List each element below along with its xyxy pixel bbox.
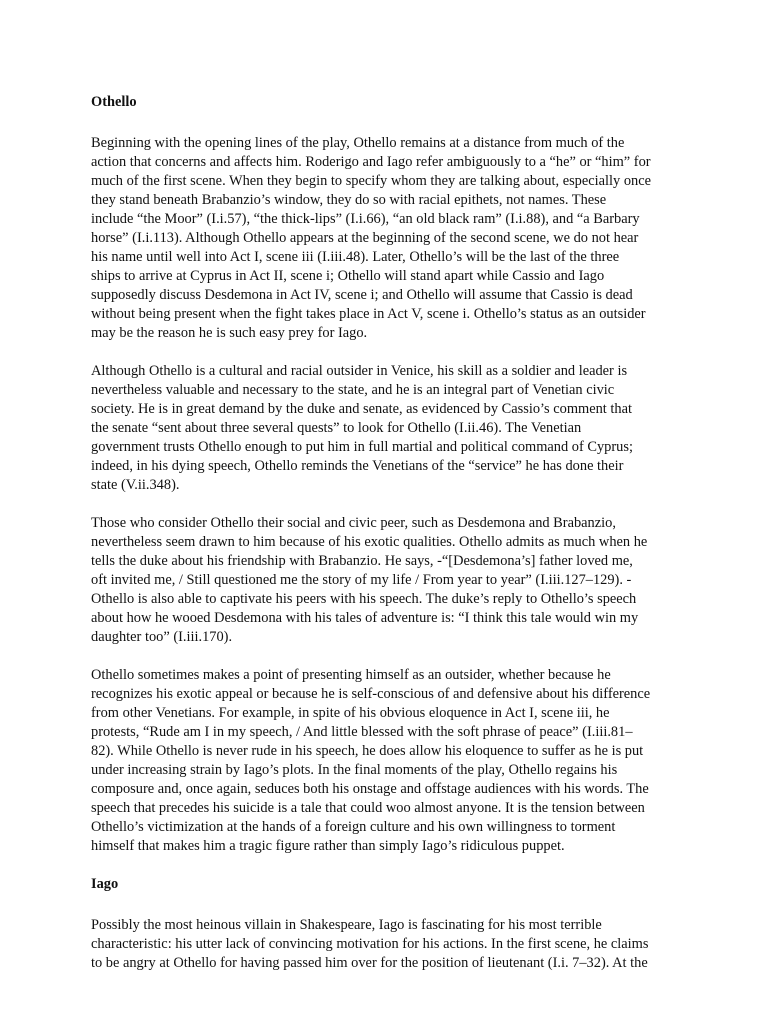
text-line: 82). While Othello is never rude in his speech, he does allow his eloquence to suffer as he is put <box>91 743 644 759</box>
text-line: under increasing strain by Iago’s plots. In the final moments of the play, Othello regains his <box>91 762 618 778</box>
text-line: horse” (I.i.113). Although Othello appears at the beginning of the second scene, we do not hear <box>91 230 639 246</box>
text-line: Those who consider Othello their social and civic peer, such as Desdemona and Brabanzio, <box>91 515 616 531</box>
section-heading-othello: Othello <box>91 94 137 110</box>
text-line: from other Venetians. For example, in spite of his obvious eloquence in Act I, scene iii, he <box>91 705 610 721</box>
text-line: Possibly the most heinous villain in Shakespeare, Iago is fascinating for his most terrible <box>91 917 602 933</box>
text-line: nevertheless valuable and necessary to the state, and he is an integral part of Venetian civic <box>91 382 615 398</box>
text-line: government trusts Othello enough to put him in full martial and political command of Cyprus; <box>91 439 633 455</box>
paragraph <box>91 666 691 856</box>
text-line: tells the duke about his friendship with Brabanzio. He says, -“[Desdemona’s] father loved me, <box>91 553 633 569</box>
paragraph <box>91 134 691 343</box>
text-line: the senate “sent about three several quests” to look for Othello (I.ii.46). The Venetian <box>91 420 582 436</box>
paragraph <box>91 514 691 647</box>
document-page <box>91 84 691 992</box>
section-heading-iago: Iago <box>91 876 119 892</box>
text-line: composure and, once again, seduces both his onstage and offstage audiences with his words. The <box>91 781 649 797</box>
text-line: indeed, in his dying speech, Othello reminds the Venetians of the “service” he has done their <box>91 458 624 474</box>
text-line: about how he wooed Desdemona with his tales of adventure is: “I think this tale would win my <box>91 610 639 626</box>
text-line: to be angry at Othello for having passed him over for the position of lieutenant (I.i. 7–32). At the <box>91 955 648 971</box>
text-line: supposedly discuss Desdemona in Act IV, scene i; and Othello will assume that Cassio is dead <box>91 287 633 303</box>
text-line: Although Othello is a cultural and racial outsider in Venice, his skill as a soldier and leader is <box>91 363 628 379</box>
text-line: himself that makes him a tragic figure rather than simply Iago’s ridiculous puppet. <box>91 838 565 854</box>
text-line: action that concerns and affects him. Roderigo and Iago refer ambiguously to a “he” or “him” for <box>91 154 651 170</box>
text-line: characteristic: his utter lack of convincing motivation for his actions. In the first scene, he claims <box>91 936 649 952</box>
text-line: Othello’s victimization at the hands of a foreign culture and his own willingness to torment <box>91 819 616 835</box>
section-othello-body <box>91 134 691 856</box>
paragraph <box>91 362 691 495</box>
text-line: Othello sometimes makes a point of presenting himself as an outsider, whether because he <box>91 667 611 683</box>
text-line: Beginning with the opening lines of the play, Othello remains at a distance from much of the <box>91 135 625 151</box>
text-line: protests, “Rude am I in my speech, / And little blessed with the soft phrase of peace” (I.iii.81– <box>91 724 633 740</box>
text-line: much of the first scene. When they begin to specify whom they are talking about, especially once <box>91 173 651 189</box>
text-line: his name until well into Act I, scene iii (I.iii.48). Later, Othello’s will be the last of the three <box>91 249 620 265</box>
text-line: daughter too” (I.iii.170). <box>91 629 233 645</box>
text-line: include “the Moor” (I.i.57), “the thick-lips” (I.i.66), “an old black ram” (I.i.88), and “a Barbary <box>91 211 640 227</box>
text-line: without being present when the fight takes place in Act V, scene i. Othello’s status as an outsider <box>91 306 646 322</box>
text-line: recognizes his exotic appeal or because he is self-conscious of and defensive about his difference <box>91 686 651 702</box>
text-line: speech that precedes his suicide is a tale that could woo almost anyone. It is the tension between <box>91 800 645 816</box>
text-line: ships to arrive at Cyprus in Act II, scene i; Othello will stand apart while Cassio and Iago <box>91 268 605 284</box>
paragraph <box>91 916 691 973</box>
text-line: society. He is in great demand by the duke and senate, as evidenced by Cassio’s comment that <box>91 401 632 417</box>
text-line: Othello is also able to captivate his peers with his speech. The duke’s reply to Othello’s speech <box>91 591 637 607</box>
text-line: may be the reason he is such easy prey for Iago. <box>91 325 368 341</box>
text-line: they stand beneath Brabanzio’s window, they do so with racial epithets, not names. These <box>91 192 607 208</box>
text-line: oft invited me, / Still questioned me the story of my life / From year to year” (I.iii.127–129). - <box>91 572 632 588</box>
section-iago-body <box>91 916 691 973</box>
text-line: nevertheless seem drawn to him because of his exotic qualities. Othello admits as much when he <box>91 534 648 550</box>
text-line: state (V.ii.348). <box>91 477 180 493</box>
